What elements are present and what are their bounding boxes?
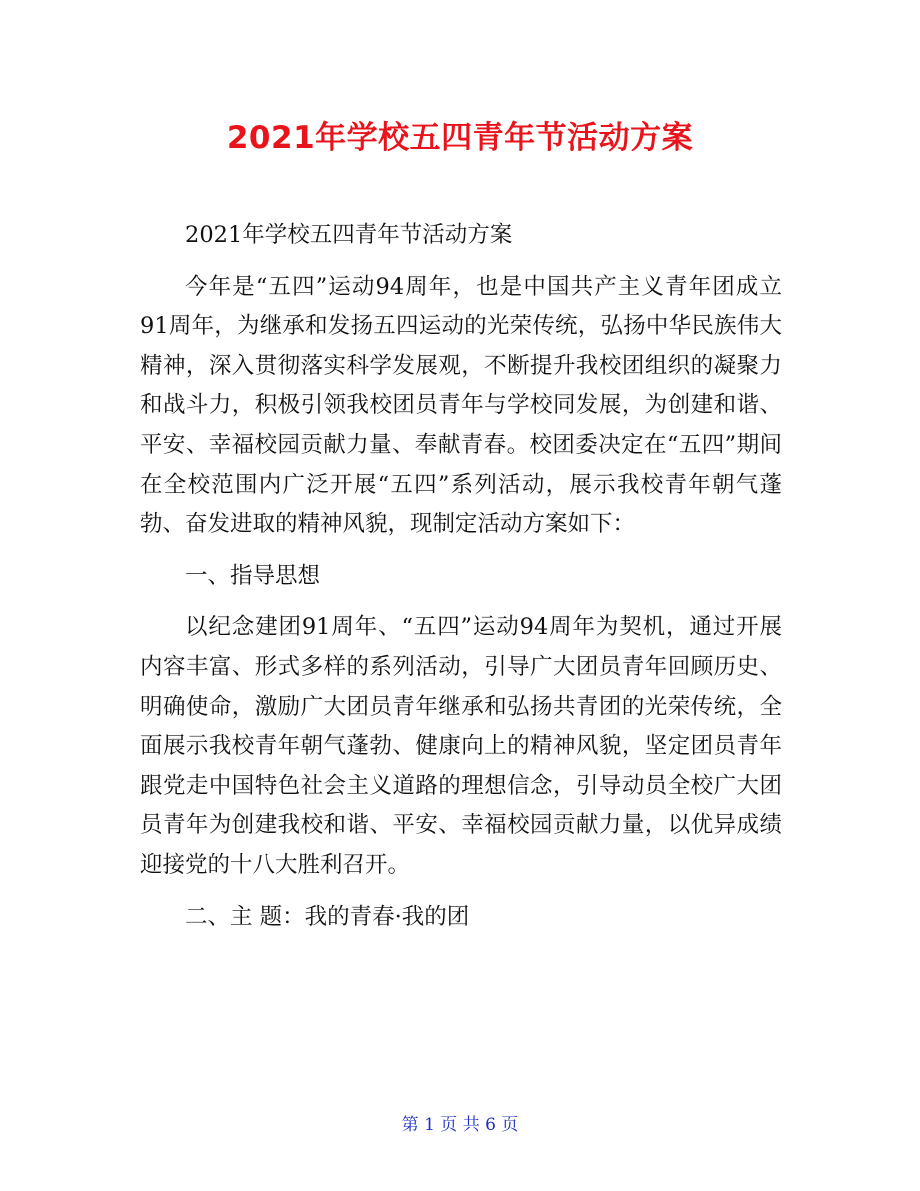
section-heading-guiding-ideology: 一、指导思想 <box>185 562 321 589</box>
document-body <box>140 216 782 949</box>
paragraph-heading: 2021年学校五四青年节活动方案 <box>185 222 513 248</box>
paragraph-intro: 今年是“五四”运动94周年，也是中国共产主义青年团成立91周年，为继承和发扬五四运动的光荣传统，弘扬中华民族伟大精神，深入贯彻落实科学发展观，不断提升我校团组织的凝聚力和战斗力，积极引领我校团员青年与学校同发展，为创建和谐、平安、幸福校园贡献力量、奉献青春。校团委决定在“五四”期间在全校范围内广泛开展“五四”系列活动，展示我校青年朝气蓬勃、奋发进取的精神风貌，现制定活动方案如下： <box>140 273 782 538</box>
paragraph-guiding-ideology: 以纪念建团91周年、“五四”运动94周年为契机，通过开展内容丰富、形式多样的系列活动，引导广大团员青年回顾历史、明确使命，激励广大团员青年继承和弘扬共青团的光荣传统，全面展示我校青年朝气蓬勃、健康向上的精神风貌，坚定团员青年跟党走中国特色社会主义道路的理想信念，引导动员全校广大团员青年为创建我校和谐、平安、幸福校园贡献力量，以优异成绩迎接党的十八大胜利召开。 <box>140 614 782 878</box>
page-footer: 第 1 页 共 6 页 <box>401 1115 519 1135</box>
section-heading-theme: 二、主 题：我的青春·我的团 <box>185 903 470 930</box>
document-title: 2021年学校五四青年节活动方案 <box>226 120 694 156</box>
